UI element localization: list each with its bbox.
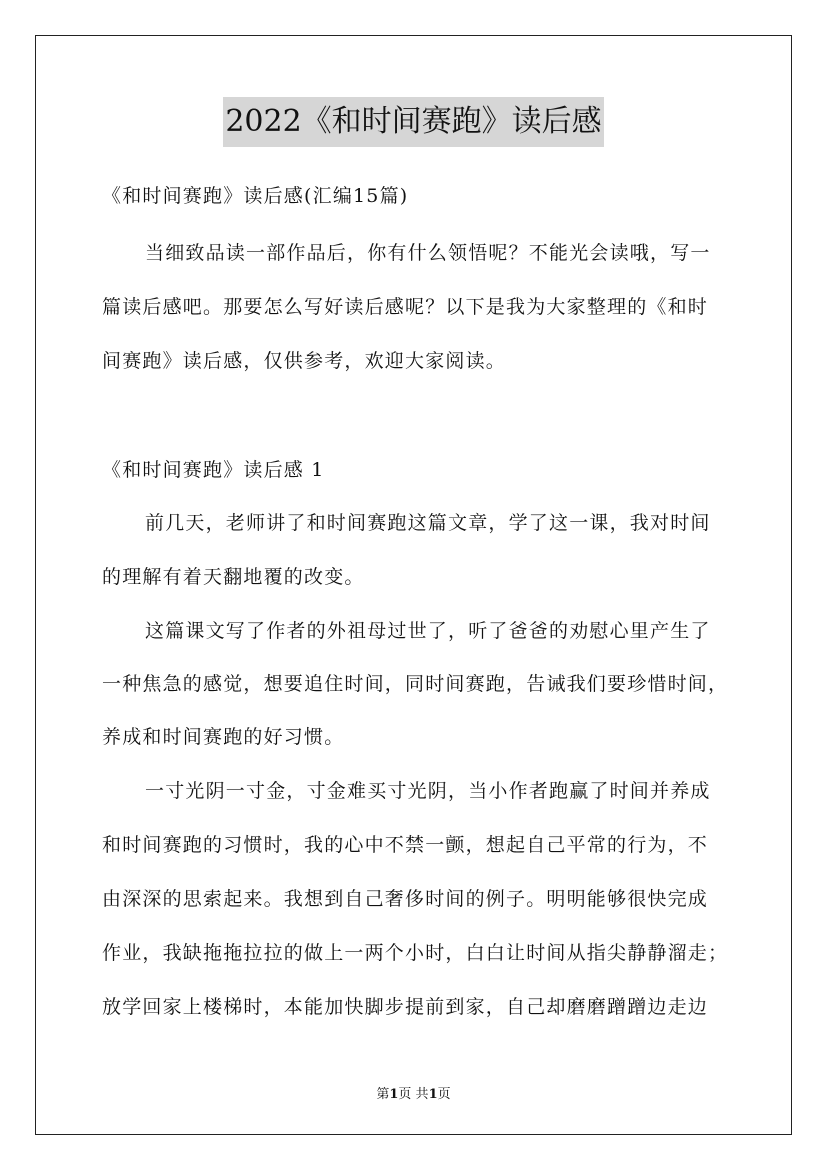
document-subtitle: 《和时间赛跑》读后感(汇编15篇) — [102, 185, 409, 207]
para3-line-3: 由深深的思索起来。我想到自己奢侈时间的例子。明明能够很快完成 — [102, 888, 709, 910]
page-footer — [0, 1083, 827, 1102]
intro-line-2: 篇读后感吧。那要怎么写好读后感呢？以下是我为大家整理的《和时 — [102, 296, 709, 318]
para1-line-2: 的理解有着天翻地覆的改变。 — [102, 566, 365, 588]
para3-line-1: 一寸光阴一寸金，寸金难买寸光阴，当小作者跑赢了时间并养成 — [145, 780, 711, 802]
para1-line-1: 前几天，老师讲了和时间赛跑这篇文章，学了这一课，我对时间 — [145, 512, 711, 534]
footer-page-mid: 页 共 — [398, 1087, 429, 1102]
para3-line-4: 作业，我缺拖拖拉拉的做上一两个小时，白白让时间从指尖静静溜走； — [102, 942, 729, 964]
intro-line-3: 间赛跑》读后感，仅供参考，欢迎大家阅读。 — [102, 350, 507, 372]
section-heading: 《和时间赛跑》读后感 1 — [102, 459, 325, 481]
intro-line-1: 当细致品读一部作品后，你有什么领悟呢？不能光会读哦，写一 — [145, 242, 711, 264]
title-container — [0, 97, 827, 147]
footer-page-total: 1 — [428, 1087, 438, 1102]
footer-page-suffix: 页 — [437, 1087, 451, 1102]
para3-line-5: 放学回家上楼梯时，本能加快脚步提前到家，自己却磨磨蹭蹭边走边 — [102, 996, 709, 1018]
para2-line-1: 这篇课文写了作者的外祖母过世了，听了爸爸的劝慰心里产生了 — [145, 620, 711, 642]
para3-line-2: 和时间赛跑的习惯时，我的心中不禁一颤，想起自己平常的行为，不 — [102, 834, 709, 856]
footer-page-num: 1 — [389, 1087, 399, 1102]
footer-page-prefix: 第 — [376, 1087, 390, 1102]
para2-line-2: 一种焦急的感觉，想要追住时间，同时间赛跑，告诫我们要珍惜时间， — [102, 673, 729, 695]
para2-line-3: 养成和时间赛跑的好习惯。 — [102, 726, 345, 748]
document-title: 2022《和时间赛跑》读后感 — [223, 97, 603, 147]
